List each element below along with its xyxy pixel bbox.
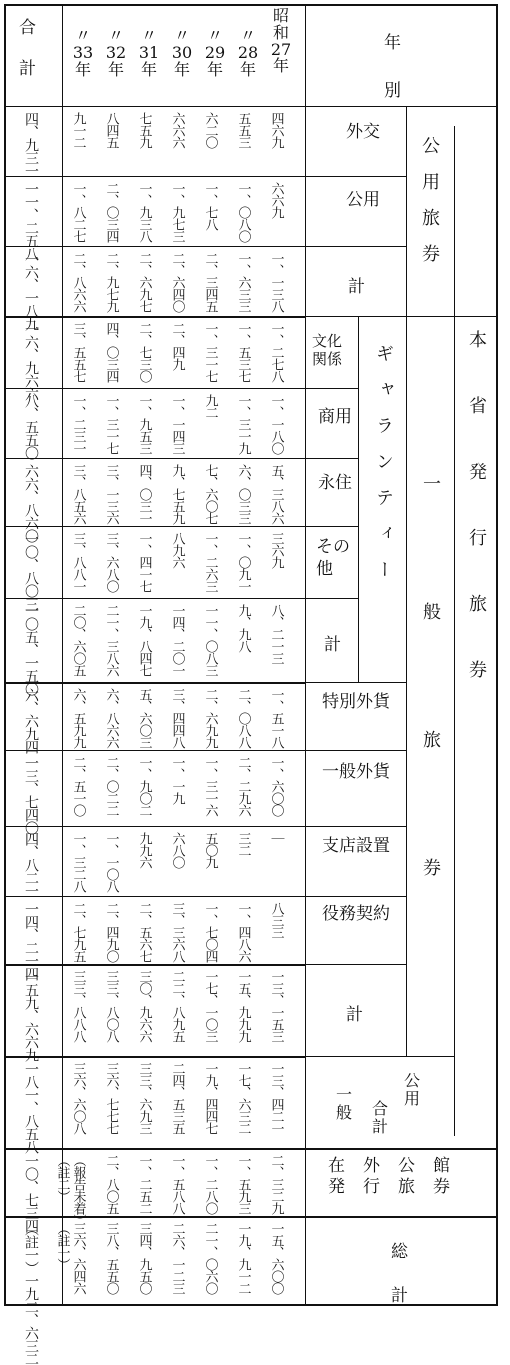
year-31: 〃 31 年 bbox=[138, 26, 160, 79]
cell-shiten: ｜ bbox=[268, 832, 284, 844]
cell-ippan_kei: 一三、一五三 bbox=[268, 970, 284, 1042]
cell-kouyou_kei: 二、八六六 bbox=[70, 252, 86, 312]
year-label-2: 別 bbox=[384, 81, 401, 101]
label-rule bbox=[306, 598, 358, 599]
year-28: 〃 28 年 bbox=[237, 26, 259, 79]
cell-ekimu: 二、四九〇 bbox=[103, 902, 119, 962]
cell-bunka: 二、四九 bbox=[169, 322, 185, 370]
cell-kouyou_kei: 二、六四〇 bbox=[169, 252, 185, 312]
cell-gokei: 一三、四二一 bbox=[268, 1062, 284, 1134]
cell-g_kei: 一九、八四七 bbox=[136, 604, 152, 676]
row-total-tokubetsu: 六、六九四 bbox=[23, 688, 39, 753]
label-vrule bbox=[406, 106, 407, 316]
cell-ippan_gaika: 一、三一六 bbox=[202, 756, 218, 816]
cell-eijuu: 九、七五九 bbox=[169, 464, 185, 524]
cell-bunka: 一、五三七 bbox=[235, 322, 251, 382]
cell-gaikou: 七五九 bbox=[136, 112, 152, 148]
cell-bunka: 四、〇三四 bbox=[103, 322, 119, 382]
cell-soukei: 一九、九一二 bbox=[235, 1222, 251, 1294]
label-gaikou: 外交 bbox=[346, 122, 380, 142]
year-col-32 bbox=[101, 28, 131, 78]
label-g-eijuu: 永住 bbox=[318, 473, 352, 493]
label-rule bbox=[306, 826, 406, 827]
cell-sonota: 八九六 bbox=[169, 532, 185, 568]
cell-gokei: 三三、六九三 bbox=[136, 1062, 152, 1134]
cell-shiten: 一、三二八 bbox=[70, 832, 86, 892]
cell-gaikou: 八四五 bbox=[103, 112, 119, 148]
label-kouyou-group: 公用旅券 bbox=[419, 136, 440, 280]
cell-soukei: 一五、六〇〇 bbox=[268, 1222, 284, 1294]
cell-kouyou: 一、八二七 bbox=[70, 182, 86, 242]
label-gokei-a: 公用 bbox=[404, 1071, 421, 1108]
cell-soukei: 三四、九五〇 bbox=[136, 1222, 152, 1294]
vrule-labels bbox=[305, 6, 306, 1304]
cell-gokei: 二四、五三五 bbox=[169, 1062, 185, 1134]
cell-kouyou_kei: 二、九七九 bbox=[103, 252, 119, 312]
cell-ippan_kei: 一五、九九九 bbox=[235, 970, 251, 1042]
year-29: 〃 29 年 bbox=[204, 26, 226, 79]
row-rule bbox=[6, 750, 306, 751]
cell-gokei: 一九、四四七 bbox=[202, 1062, 218, 1134]
label-ippan-gaika: 一般外貨 bbox=[322, 762, 390, 782]
cell-soukei: 三八、五五〇 bbox=[103, 1222, 119, 1294]
cell-ekimu: 三、三六八 bbox=[169, 902, 185, 962]
cell-g_kei: 八、二一三 bbox=[268, 604, 284, 664]
label-gokei-c: 合計 bbox=[372, 1099, 389, 1136]
row-total-eijuu: 六六、八六〇 bbox=[23, 464, 39, 542]
cell-zaigai: 一、二八〇 bbox=[202, 1154, 218, 1214]
cell-shiten: 三二 bbox=[235, 832, 251, 856]
cell-bunka: 一、二七八 bbox=[268, 322, 284, 382]
cell-shiten: 六八〇 bbox=[169, 832, 185, 868]
row-rule bbox=[6, 1148, 496, 1150]
label-kouyou: 公用 bbox=[346, 190, 380, 210]
label-rule bbox=[306, 246, 406, 247]
label-tokubetsu: 特別外貨 bbox=[322, 692, 390, 712]
cell-ippan_gaika: 一、九〇二 bbox=[136, 756, 152, 816]
cell-eijuu: 五、三八六 bbox=[268, 464, 284, 524]
year-col-28 bbox=[233, 28, 263, 78]
cell-g_kei: 一四、二〇一 bbox=[169, 604, 185, 676]
label-rule bbox=[306, 964, 406, 965]
cell-ippan_gaika: 一、一九 bbox=[169, 756, 185, 804]
cell-g_kei: 二〇、六〇五 bbox=[70, 604, 86, 676]
row-total-sonota: 一〇、八〇三 bbox=[23, 532, 39, 610]
year-30: 〃 30 年 bbox=[171, 26, 193, 79]
row-rule bbox=[6, 896, 306, 897]
row-total-shouyou: 八、五五〇 bbox=[23, 394, 39, 459]
row-total-gokei: 一八一、八五八 bbox=[23, 1062, 39, 1153]
row-rule bbox=[6, 316, 306, 318]
cell-shouyou: 九二 bbox=[202, 394, 218, 418]
cell-eijuu: 三、一三六 bbox=[103, 464, 119, 524]
cell-sonota: 三、八八一 bbox=[70, 532, 86, 592]
cell-zaigai: 一、五九三 bbox=[235, 1154, 251, 1214]
cell-ekimu: 二、七九五 bbox=[70, 902, 86, 962]
cell-tokubetsu: 六、五九九 bbox=[70, 688, 86, 748]
label-rule bbox=[306, 316, 496, 317]
cell-ippan_kei: 三三、八八八 bbox=[70, 970, 86, 1042]
row-total-ippan_kei: 一五九、六六九 bbox=[23, 970, 39, 1061]
cell-sonota: 一、二六三 bbox=[202, 532, 218, 592]
label-rule bbox=[306, 458, 358, 459]
cell-tokubetsu: 二、六九九 bbox=[202, 688, 218, 748]
cell-zaigai: 一、二五二 bbox=[136, 1154, 152, 1214]
cell-tokubetsu: 五、六〇三 bbox=[136, 688, 152, 748]
cell-ippan_kei: 二二、八九五 bbox=[169, 970, 185, 1042]
cell-bunka: 二、七三〇 bbox=[136, 322, 152, 382]
header-rule bbox=[6, 106, 496, 107]
row-total-gaikou: 四、九三一 bbox=[23, 112, 39, 177]
cell-g_kei: 一一、〇八三 bbox=[202, 604, 218, 676]
year-col-31 bbox=[134, 28, 164, 78]
cell-sonota: 一、四一七 bbox=[136, 532, 152, 592]
row-total-shiten: 四、八二一 bbox=[23, 832, 39, 897]
cell-tokubetsu: 六、八六六 bbox=[103, 688, 119, 748]
cell-gaikou: 四六九 bbox=[268, 112, 284, 148]
cell-shouyou: 一、二三一 bbox=[70, 394, 86, 454]
cell-gaikou: 五五三 bbox=[235, 112, 251, 148]
label-rule bbox=[306, 750, 406, 751]
cell-gaikou: 六二〇 bbox=[202, 112, 218, 148]
cell-sonota: 一、〇九一 bbox=[235, 532, 251, 592]
row-total-kouyou_kei: 一六、一八九 bbox=[23, 252, 39, 330]
cell-shiten: 五〇九 bbox=[202, 832, 218, 868]
year-32: 〃 32 年 bbox=[105, 26, 127, 79]
row-rule bbox=[6, 598, 306, 599]
cell-ippan_gaika: 二、五一〇 bbox=[70, 756, 86, 816]
label-rule bbox=[306, 682, 406, 683]
row-rule bbox=[6, 1056, 306, 1058]
cell-shouyou: 一、三一七 bbox=[103, 394, 119, 454]
cell-gokei: 三六、七七七 bbox=[103, 1062, 119, 1134]
cell-ippan_gaika: 一、六〇〇 bbox=[268, 756, 284, 816]
row-total-zaigai: 一〇、七三四 bbox=[23, 1154, 39, 1232]
label-zaigai: 在外公館発行旅券 bbox=[328, 1156, 468, 1198]
label-vrule-honsho bbox=[454, 126, 455, 1136]
cell-ekimu: 一、四八六 bbox=[235, 902, 251, 962]
cell-zaigai: 一、五八八 bbox=[169, 1154, 185, 1214]
cell-zaigai: （報告未着） bbox=[70, 1154, 86, 1226]
cell-kouyou: 一、九三八 bbox=[136, 182, 152, 242]
cell-kouyou: 二、〇三四 bbox=[103, 182, 119, 242]
cell-sonota: 三六九 bbox=[268, 532, 284, 568]
cell-shiten: 九九六 bbox=[136, 832, 152, 868]
label-g-shouyou: 商用 bbox=[318, 407, 352, 427]
cell-shouyou: 一、一四三 bbox=[169, 394, 185, 454]
row-rule bbox=[6, 526, 306, 527]
label-vrule bbox=[358, 316, 359, 682]
row-rule bbox=[6, 246, 306, 247]
cell-tokubetsu: 三、四四八 bbox=[169, 688, 185, 748]
label-g-sonota: その他 bbox=[316, 537, 350, 580]
cell-g_kei: 二一、三八六 bbox=[103, 604, 119, 676]
row-rule bbox=[6, 458, 306, 459]
label-rule bbox=[306, 896, 406, 897]
label-vrule bbox=[406, 316, 407, 1056]
label-g-kei: 計 bbox=[324, 635, 341, 655]
year-col-30 bbox=[167, 28, 197, 78]
row-total-soukei: （註一）一九二、六三二 bbox=[23, 1222, 39, 1365]
cell-ekimu: 一、七〇四 bbox=[202, 902, 218, 962]
cell-kouyou_kei: 二、三四五 bbox=[202, 252, 218, 312]
label-shiten: 支店設置 bbox=[322, 836, 390, 856]
row-rule bbox=[6, 826, 306, 827]
cell-gaikou: 九一二 bbox=[70, 112, 86, 148]
label-rule bbox=[306, 526, 358, 527]
cell-ippan_gaika: 二、二九六 bbox=[235, 756, 251, 816]
cell-kouyou: 六六九 bbox=[268, 182, 284, 218]
cell-ippan_gaika: 二、〇二二 bbox=[103, 756, 119, 816]
row-total-ippan_gaika: 一三、七四〇 bbox=[23, 756, 39, 834]
year-col-33 bbox=[68, 28, 98, 78]
cell-kouyou: 一、九七三 bbox=[169, 182, 185, 242]
cell-zaigai: （註二） bbox=[54, 1154, 70, 1202]
cell-kouyou: 一、〇八〇 bbox=[235, 182, 251, 242]
cell-kouyou_kei: 一、一三八 bbox=[268, 252, 284, 312]
cell-eijuu: 七、六〇七 bbox=[202, 464, 218, 524]
year-label: 年 bbox=[384, 33, 401, 53]
total-column-header: 合計 bbox=[15, 18, 35, 100]
cell-g_kei: 九、九八 bbox=[235, 604, 251, 652]
cell-eijuu: 四、〇三一 bbox=[136, 464, 152, 524]
row-total-kouyou: 一一、二五八 bbox=[23, 182, 39, 260]
cell-kouyou: 一、七八 bbox=[202, 182, 218, 230]
cell-eijuu: 六、〇三三 bbox=[235, 464, 251, 524]
cell-ippan_kei: 一七、一〇三 bbox=[202, 970, 218, 1042]
label-ippan-group: 一般旅券 bbox=[420, 474, 441, 986]
cell-soukei: 二六、一二三 bbox=[169, 1222, 185, 1294]
cell-soukei: （註一） bbox=[54, 1222, 70, 1270]
cell-zaigai: 二、三二九 bbox=[268, 1154, 284, 1214]
label-guarantee-group: ギャランティー bbox=[373, 344, 394, 596]
label-kouyou-kei: 計 bbox=[348, 277, 365, 297]
row-rule bbox=[6, 388, 306, 389]
label-ekimu: 役務契約 bbox=[322, 904, 390, 924]
row-total-g_kei: 一〇五、一五〇 bbox=[23, 604, 39, 695]
row-rule bbox=[6, 682, 306, 684]
label-honsho-group: 本省発行旅券 bbox=[466, 330, 487, 726]
year-col-29 bbox=[200, 28, 230, 78]
table-frame bbox=[4, 4, 498, 1365]
cell-kouyou_kei: 一、六三三 bbox=[235, 252, 251, 312]
year-col-27 bbox=[266, 8, 296, 75]
cell-ekimu: 八三三 bbox=[268, 902, 284, 938]
cell-sonota: 三、六八〇 bbox=[103, 532, 119, 592]
cell-soukei: 二一、〇六〇 bbox=[202, 1222, 218, 1294]
cell-kouyou_kei: 二、六九七 bbox=[136, 252, 152, 312]
row-rule bbox=[6, 964, 306, 966]
cell-ekimu: 二、五六七 bbox=[136, 902, 152, 962]
cell-eijuu: 三、八五六 bbox=[70, 464, 86, 524]
cell-bunka: 三、五五七 bbox=[70, 322, 86, 382]
cell-bunka: 一、三一七 bbox=[202, 322, 218, 382]
label-rule bbox=[306, 1056, 454, 1057]
label-rule bbox=[306, 176, 406, 177]
cell-shouyou: 一、一八〇 bbox=[268, 394, 284, 454]
cell-gaikou: 六六六 bbox=[169, 112, 185, 148]
cell-zaigai: 二、八〇五 bbox=[103, 1154, 119, 1214]
vrule-total bbox=[62, 6, 63, 1304]
year-33: 〃 33 年 bbox=[72, 26, 94, 79]
row-rule bbox=[6, 176, 306, 177]
cell-ippan_kei: 三〇、九六六 bbox=[136, 970, 152, 1042]
row-total-bunka: 一六、九六六 bbox=[23, 322, 39, 400]
cell-soukei: 三六、六四六 bbox=[70, 1222, 86, 1294]
year-27: 昭 和 27 年 bbox=[270, 6, 292, 76]
cell-shouyou: 一、三一九 bbox=[235, 394, 251, 454]
cell-shiten: 一、一〇八 bbox=[103, 832, 119, 892]
row-total-ekimu: 一四、二一四 bbox=[23, 902, 39, 980]
cell-tokubetsu: 一、五一八 bbox=[268, 688, 284, 748]
cell-tokubetsu: 二、〇八八 bbox=[235, 688, 251, 748]
cell-gokei: 三六、六〇八 bbox=[70, 1062, 86, 1134]
cell-ippan_kei: 三三、八〇八 bbox=[103, 970, 119, 1042]
label-gokei-b: 一般 bbox=[336, 1085, 353, 1122]
label-rule bbox=[306, 388, 358, 389]
cell-gokei: 一七、六三二 bbox=[235, 1062, 251, 1134]
label-soukei: 総計 bbox=[391, 1242, 408, 1307]
label-ippan-kei: 計 bbox=[346, 1005, 363, 1025]
label-g-bunka: 文化関係 bbox=[312, 332, 343, 368]
cell-shouyou: 一、九五三 bbox=[136, 394, 152, 454]
